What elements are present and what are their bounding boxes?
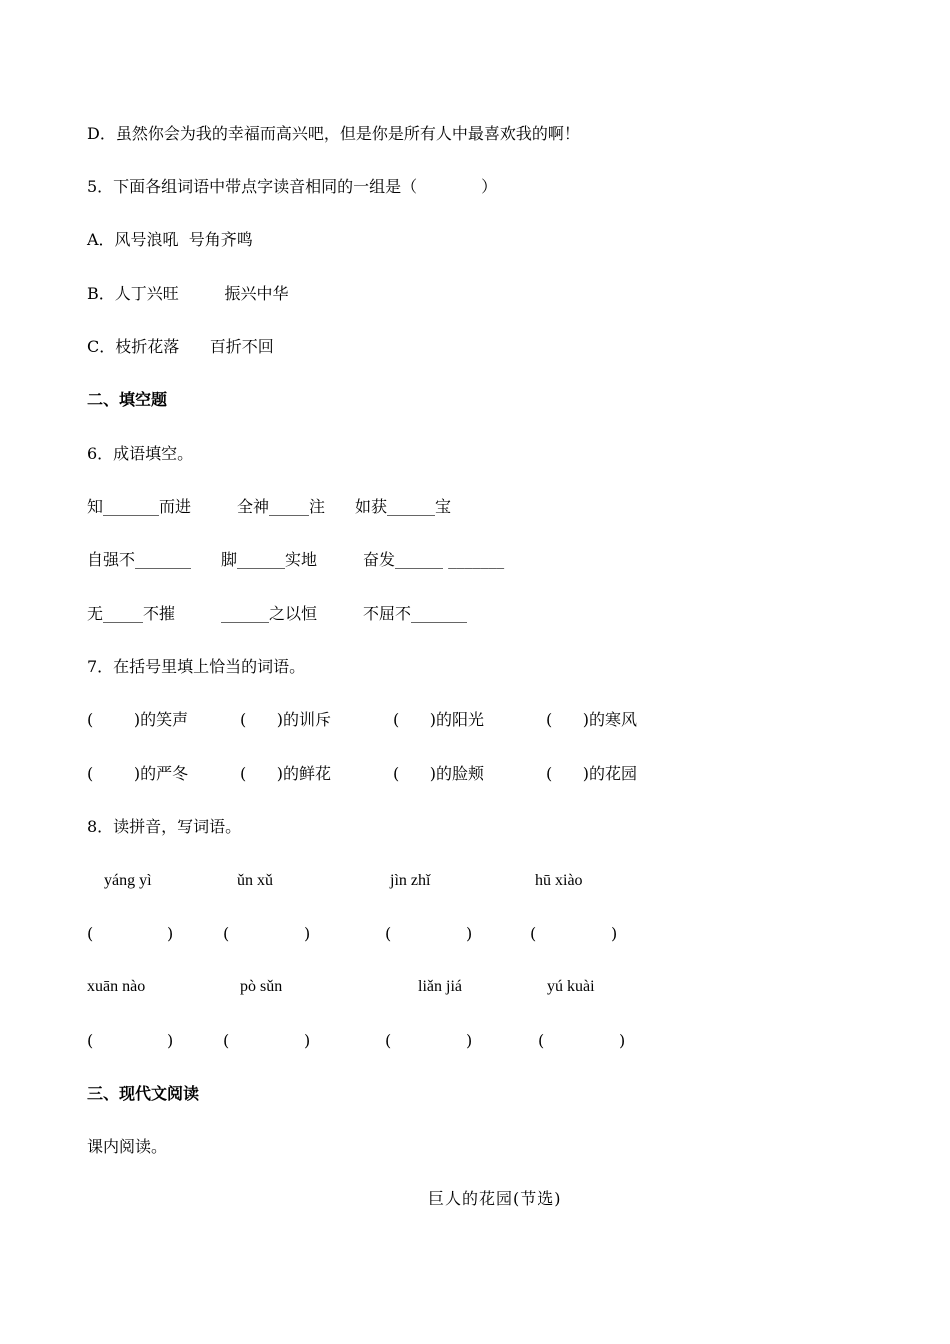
bracket-open: ( — [385, 924, 392, 943]
bracket-close: ) — [466, 1031, 473, 1050]
pinyin-word: pò sǔn — [240, 978, 283, 995]
pinyin-word: xuān nào — [87, 978, 146, 995]
q5-stem: 5．下面各组词语中带点字读音相同的一组是（ ） — [87, 177, 498, 196]
q8-stem: 8．读拼音，写词语。 — [87, 817, 242, 836]
q4-option-d: D．虽然你会为我的幸福而高兴吧，但是你是所有人中最喜欢我的啊！ — [87, 124, 580, 143]
word-blank: ( )的鲜花 — [240, 764, 332, 783]
idiom-blank: 自强不_______ — [87, 550, 192, 569]
section-heading-fill-in: 二、填空题 — [87, 390, 168, 409]
pinyin-word: hū xiào — [535, 872, 583, 889]
bracket-open: ( — [385, 1031, 392, 1050]
bracket-open: ( — [223, 924, 230, 943]
q5-option-c: C．枝折花落 百折不回 — [87, 337, 274, 356]
word-blank: ( )的花园 — [546, 764, 638, 783]
bracket-close: ) — [611, 924, 618, 943]
word-blank: ( )的训斥 — [240, 710, 332, 729]
idiom-blank: 脚______实地 — [221, 550, 318, 569]
bracket-close: ) — [466, 924, 473, 943]
pinyin-word: liǎn jiá — [418, 978, 462, 995]
word-blank: ( )的笑声 — [87, 710, 189, 729]
bracket-close: ) — [304, 1031, 311, 1050]
bracket-open: ( — [530, 924, 537, 943]
section-heading-reading: 三、现代文阅读 — [87, 1084, 200, 1103]
idiom-blank: ______之以恒 — [221, 604, 318, 623]
word-blank: ( )的寒风 — [546, 710, 638, 729]
bracket-close: ) — [304, 924, 311, 943]
bracket-close: ) — [167, 1031, 174, 1050]
word-blank: ( )的严冬 — [87, 764, 189, 783]
idiom-blank: 如获______宝 — [355, 497, 452, 516]
word-blank: ( )的阳光 — [393, 710, 485, 729]
bracket-close: ) — [167, 924, 174, 943]
q5-option-a: A．风号浪吼 号角齐鸣 — [87, 230, 253, 249]
bracket-open: ( — [538, 1031, 545, 1050]
pinyin-word: yáng yì — [104, 872, 152, 889]
idiom-blank: 全神_____注 — [237, 497, 326, 516]
idiom-blank: 无_____不摧 — [87, 604, 176, 623]
idiom-blank: 不屈不_______ — [363, 604, 468, 623]
bracket-open: ( — [87, 1031, 94, 1050]
q5-option-b: B．人丁兴旺 振兴中华 — [87, 284, 289, 303]
q6-stem: 6．成语填空。 — [87, 444, 194, 463]
idiom-blank: 知_______而进 — [87, 497, 192, 516]
passage-title: 巨人的花园(节选) — [428, 1189, 562, 1208]
word-blank: ( )的脸颊 — [393, 764, 485, 783]
pinyin-word: jìn zhǐ — [390, 872, 431, 889]
bracket-close: ) — [619, 1031, 626, 1050]
bracket-open: ( — [87, 924, 94, 943]
pinyin-word: ǔn xǔ — [237, 872, 273, 889]
reading-intro: 课内阅读。 — [87, 1137, 168, 1156]
pinyin-word: yú kuài — [547, 978, 595, 995]
bracket-open: ( — [223, 1031, 230, 1050]
idiom-blank: 奋发______ _______ — [363, 550, 505, 569]
q7-stem: 7．在括号里填上恰当的词语。 — [87, 657, 306, 676]
